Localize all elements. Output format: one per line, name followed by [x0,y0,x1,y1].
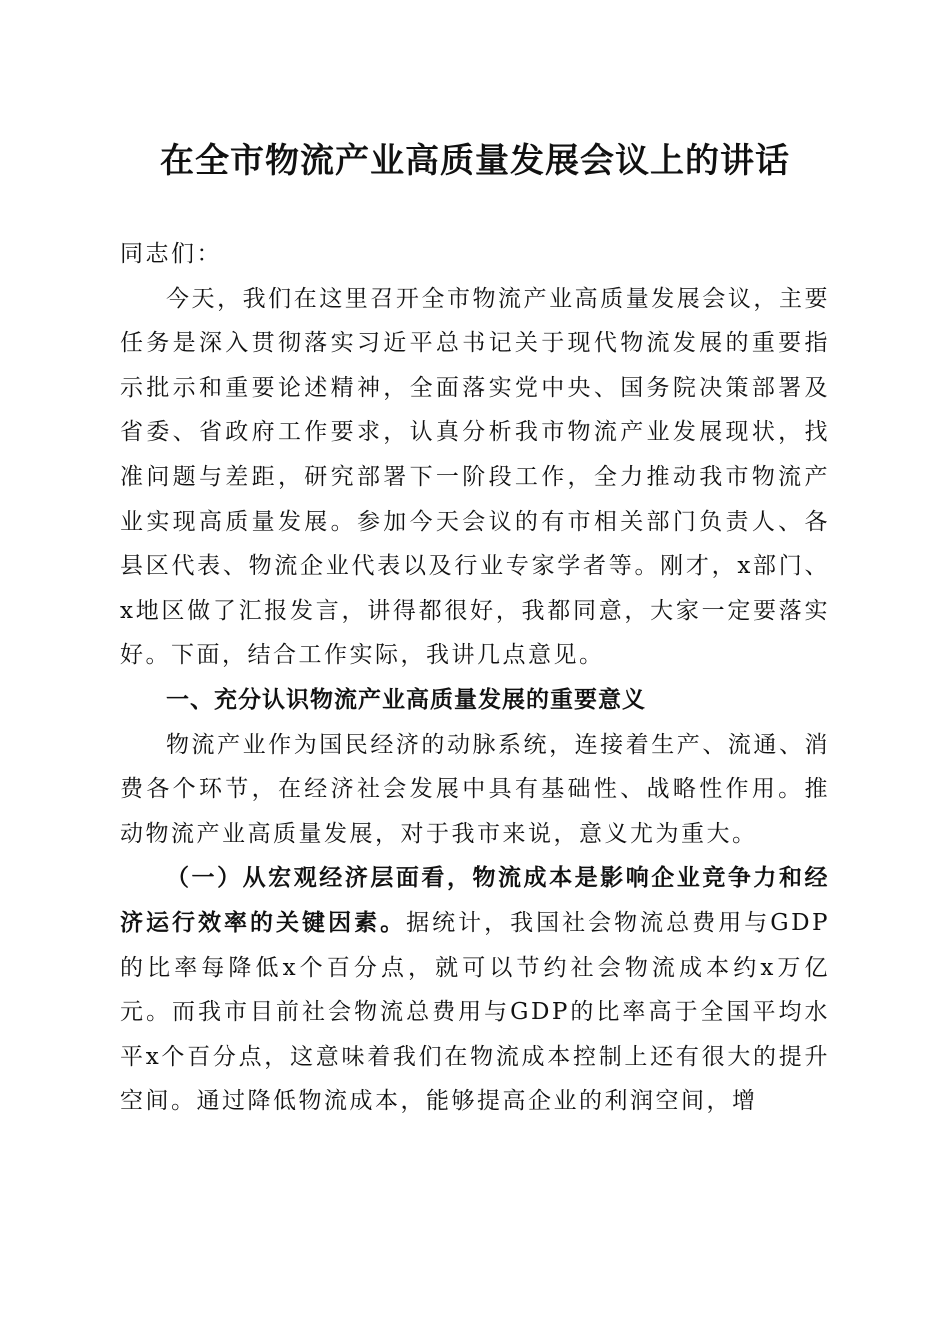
opening-paragraph: 今天，我们在这里召开全市物流产业高质量发展会议，主要任务是深入贯彻落实习近平总书记关于现代物流发展的重要指示批示和重要论述精神，全面落实党中央、国务院决策部署及省委、省政府工作要求，认真分析我市物流产业发展现状，找准问题与差距，研究部署下一阶段工作，全力推动我市物流产业实现高质量发展。参加今天会议的有市相关部门负责人、各县区代表、物流企业代表以及行业专家学者等。刚才，x部门、x地区做了汇报发言，讲得都很好，我都同意，大家一定要落实好。下面，结合工作实际，我讲几点意见。 [120,285,830,669]
subsection-1-body: 据统计，我国社会物流总费用与GDP的比率每降低x个百分点，就可以节约社会物流成本约x万亿元。而我市目前社会物流总费用与GDP的比率高于全国平均水平x个百分点，这意味着我们在物流成本控制上还有很大的提升空间。通过降低物流成本，能够提高企业的利润空间，增 [120,909,830,1115]
section-heading-1: 一、充分认识物流产业高质量发展的重要意义 [166,686,646,713]
document-body [120,232,830,1124]
salutation: 同志们： [120,241,222,267]
section-1-paragraph: 物流产业作为国民经济的动脉系统，连接着生产、流通、消费各个环节，在经济社会发展中具有基础性、战略性作用。推动物流产业高质量发展，对于我市来说，意义尤为重大。 [120,731,830,847]
subsection-1-paragraph [120,856,830,1124]
document-title: 在全市物流产业高质量发展会议上的讲话 [160,141,790,181]
subsection-1-lead: （一）从宏观经济层面看，物流成本是影响企业竞争力和经济运行效率的关键因素。 [120,864,830,936]
